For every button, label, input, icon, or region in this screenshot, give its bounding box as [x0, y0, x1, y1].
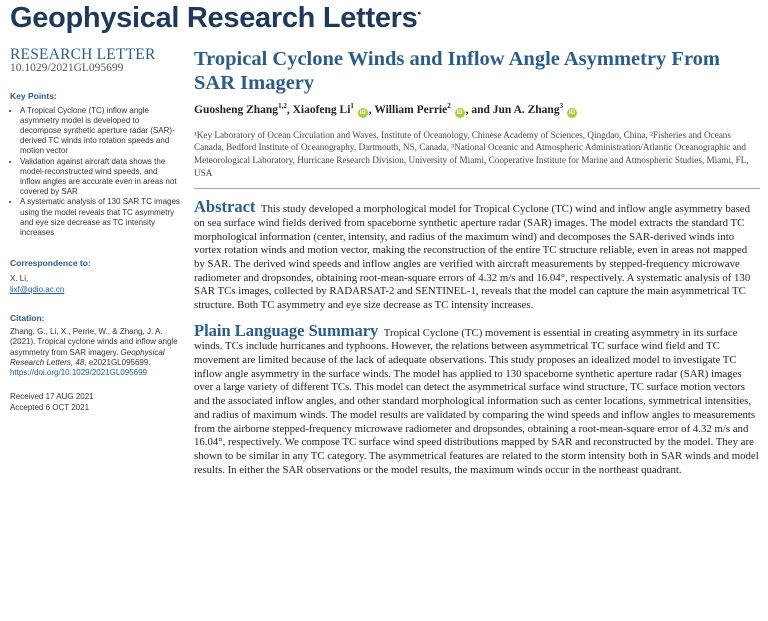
key-point: • A systematic analysis of 130 SAR TC images using the model reveals that TC asymmetry and eye size decrease as TC intensity increases: [20, 197, 180, 238]
plain-language-summary: [194, 320, 760, 478]
orcid-icon[interactable]: iD: [359, 109, 366, 116]
sidebar: [10, 46, 180, 413]
affiliations: ¹Key Laboratory of Ocean Circulation and Waves, Institute of Oceanology, Chinese Academy of Sciences, Qingdao, China, ²Fisheries and Oceans Canada, Bedford Institute of Oceanography, Dartmouth, NS, Canada, ³National Oceanic and Atmospheric Administration/Atlantic Oceanographic and Meteorological Laboratory, Hurricane Research Division, University of Miami, Cooperative Institute for Marine and Atmospheric Studies, Miami, FL, USA: [194, 129, 749, 178]
correspondence-heading: Correspondence to:: [10, 258, 91, 269]
author-separator: ,: [368, 103, 375, 116]
key-points-heading: Key Points:: [10, 91, 57, 101]
orcid-icon[interactable]: iD: [568, 109, 575, 116]
author-affiliation: 1: [350, 102, 354, 110]
author-list: [194, 102, 760, 118]
orcid-icon[interactable]: iD: [456, 109, 463, 116]
journal-mark: •: [417, 8, 421, 20]
pls-text: Tropical Cyclone (TC) movement is essential in creating asymmetry in its surface winds. TCs include hurricanes and typhoons. However, the relations between asymmetrical TC surface wind field and TC movement are limited because of the lack of adequate observations. This study proposes an idealized model to investigate TC inflow angle asymmetry in the surface winds. The model has applied to 130 spaceborne synthetic aperture radar (SAR) images over a large variety of different TCs. This model can detect the asymmetrical surface wind structure, TC surface motion vectors and the associated inflow angles, and other standard morphological information such as center locations, symmetrical intensities, and radius of maximum winds. The model results are validated by comparing the wind speeds and inflow angles to measurements from the airborne stepped-frequency microwave radiometer and dropsondes, obtaining a root-mean-square error of 4.32 m/s and 16.04°, respectively. We compose TC surface wind speed distributions mapped by SAR and reconstructed by the model. They are shown to be similar in any TC category. The asymmetrical features are related to the storm intensity both in SAR winds and model results. In either the SAR observations or the model results, the maximum winds occur in the northeast quadrant.: [194, 326, 759, 476]
author-affiliation: 3: [559, 102, 564, 110]
author[interactable]: Jun A. Zhang: [492, 103, 560, 116]
abstract-text: This study developed a morphological model for Tropical Cyclone (TC) wind and inflow angle asymmetry based on sea surface wind fields derived from spaceborne synthetic aperture radar (SAR) images. The model extracts the standard TC morphological information (center, intensity, and radius of the maximum wind) and decomposes the SAR-derived winds into vortex rotation winds and motion vector, making the reconstruction of the entire TC structure reliable, even in areas not mapped by SAR. The derived wind speeds and inflow angles are verified with aircraft measurements by stepped-frequency microwave radiometer and dropsondes, obtaining root-mean-square errors of 4.32 m/s and 16.04°, respectively. A systematic analysis of 130 SAR TCs images, collected by RADARSAT-2 and SENTINEL-1, reveals that the model can capture the main asymmetrical TC structure. Both TC asymmetry and eye size decrease as TC intensity increases.: [194, 203, 751, 312]
pls-heading: Plain Language Summary: [194, 320, 379, 340]
journal-title: [10, 2, 421, 35]
citation-text: Zhang, G., Li, X., Perrie, W., & Zhang, J. A. (2021). Tropical cyclone winds and inflow angle asymmetry from SAR imagery.: [10, 327, 178, 357]
author[interactable]: Xiaofeng Li: [292, 103, 351, 116]
key-point: • Validation against aircraft data shows the model-reconstructed wind speeds, and inflow angles are accurate even in areas not covered by SAR: [20, 157, 180, 198]
journal-title-text: Geophysical Research Letters: [10, 2, 418, 34]
article-doi[interactable]: 10.1029/2021GL095699: [10, 61, 124, 74]
author[interactable]: Guosheng Zhang: [194, 103, 279, 116]
citation-heading: Citation:: [10, 312, 45, 323]
author-affiliation: 1,2: [278, 102, 287, 110]
paper-title: Tropical Cyclone Winds and Inflow Angle Asymmetry From SAR Imagery: [194, 48, 721, 94]
key-points-list: [10, 106, 180, 239]
main-content: [194, 47, 760, 486]
author-affiliation: 2: [447, 102, 451, 110]
correspondence: [10, 273, 180, 295]
received-date: Received 17 AUG 2021: [10, 392, 94, 402]
dates: [10, 392, 180, 413]
citation-journal: Geophysical Research Letters, 48: [10, 347, 165, 367]
abstract: [194, 197, 760, 313]
citation: [10, 327, 180, 378]
accepted-date: Accepted 6 OCT 2021: [10, 402, 90, 412]
citation-suffix: , e2021GL095699.: [84, 357, 151, 367]
abstract-heading: Abstract: [194, 197, 256, 217]
key-point: • A Tropical Cyclone (TC) inflow angle asymmetry model is developed to decompose synthetic aperture radar (SAR)-derived TC winds into rotation speeds and motion vector: [20, 106, 180, 157]
correspondence-email-link[interactable]: lixf@qdio.ac.cn: [10, 284, 65, 294]
author-separator: ,: [286, 103, 293, 116]
author-separator: , and: [465, 103, 493, 116]
article-type: RESEARCH LETTER: [10, 46, 156, 63]
divider: [194, 188, 760, 189]
author[interactable]: William Perrie: [374, 103, 448, 116]
correspondence-name: X. Li,: [10, 273, 29, 283]
citation-doi-link[interactable]: https://doi.org/10.1029/2021GL095699: [10, 367, 147, 377]
